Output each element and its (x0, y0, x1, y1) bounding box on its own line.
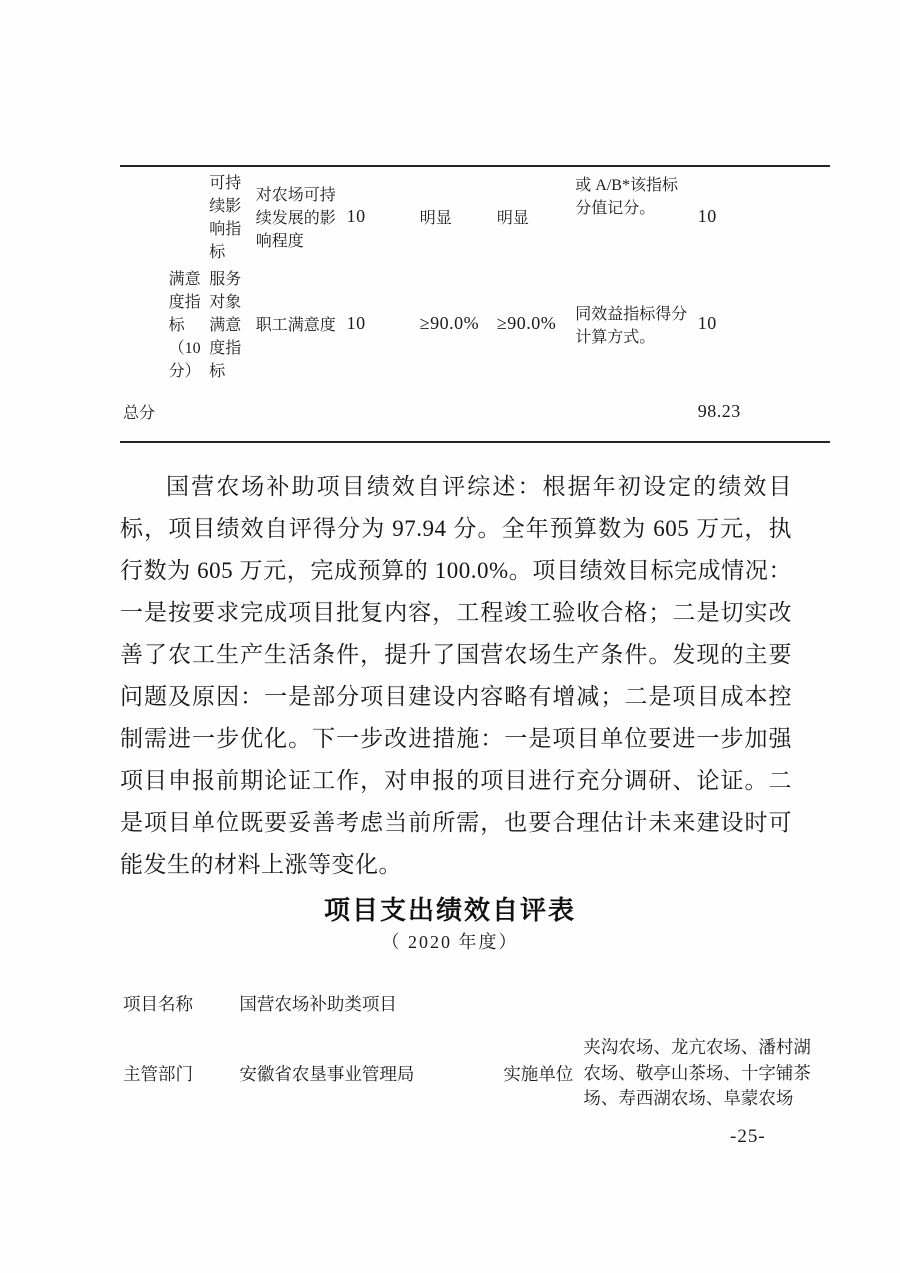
indicator-name-text: 对农场可持续发展的影响程度 (255, 186, 336, 250)
satisfaction-weight-cell (346, 265, 417, 382)
actual-text: 明显 (496, 209, 529, 227)
satisfaction-score-cell (697, 265, 754, 382)
table-row (122, 980, 828, 1026)
satisfaction-group-cell (208, 265, 252, 382)
satisfaction-target-cell (419, 265, 494, 382)
sustain-actual-cell (496, 169, 567, 263)
dept-label-text: 主管部门 (123, 1064, 193, 1084)
project-name-label-text: 项目名称 (123, 993, 193, 1014)
method-text: 或 A/B*该指标分值记分。 (575, 177, 678, 217)
weight-text: 10 (346, 313, 366, 333)
left-blank-cell (122, 169, 166, 382)
score-text: 10 (697, 205, 717, 226)
indicator-name-text: 职工满意度 (255, 317, 336, 334)
score-table-grid (120, 165, 830, 443)
satisfaction-outer-group-cell (168, 265, 207, 382)
impl-value-text: 夹沟农场、龙亢农场、潘村湖农场、敬亭山茶场、十字铺茶场、寿西湖农场、阜蒙农场 (583, 1037, 811, 1109)
satisfaction-note-cell (756, 265, 828, 382)
target-text: ≥90.0% (419, 313, 480, 333)
project-name-value-cell (238, 980, 828, 1026)
total-score-cell (697, 384, 754, 439)
sustain-score-cell (697, 169, 754, 263)
project-self-evaluation-table (120, 978, 830, 1121)
form-subtitle-year: （ 2020 年度） (381, 932, 519, 952)
total-note-cell (756, 384, 828, 439)
satisfaction-actual-cell (496, 265, 567, 382)
self-evaluation-summary-paragraph: 国营农场补助项目绩效自评综述：根据年初设定的绩效目标，项目绩效自评得分为 97.94 分。全年预算数为 605 万元，执行数为 605 万元，完成预算的 100.0%。项目绩效目标完成情况：一是按要求完成项目批复内容，工程竣工验收合格；二是切实改善了农工生产生活条件，提升了国营农场生产条件。发现的主要问题及原因：一是部分项目建设内容略有增减；二是项目成本控制需进一步优化。下一步改进措施：一是项目单位要进一步加强项目申报前期论证工作，对申报的项目进行充分调研、论证。二是项目单位既要妥善考虑当前所需，也要合理估计未来建设时可能发生的材料上涨等变化。 (120, 474, 792, 877)
method-text: 同效益指标得分计算方式。 (575, 305, 688, 346)
impl-label-cell (502, 1028, 575, 1119)
project-name-label-cell (122, 980, 236, 1026)
sustain-target-cell (419, 169, 494, 263)
sustain-note-cell (756, 169, 828, 263)
satisfaction-method-cell (569, 265, 694, 382)
sustain-weight-cell (346, 169, 417, 263)
target-text: 明显 (419, 209, 452, 227)
dept-value-cell (238, 1028, 500, 1119)
project-name-value-text: 国营农场补助类项目 (239, 993, 397, 1014)
form-title: 项目支出绩效自评表 (323, 895, 576, 925)
impl-value-cell (577, 1028, 828, 1119)
impl-label-text: 实施单位 (503, 1064, 574, 1084)
actual-text: ≥90.0% (496, 313, 557, 333)
total-label-cell (122, 384, 695, 439)
performance-score-table (120, 165, 830, 443)
total-score-text: 98.23 (697, 401, 741, 421)
dept-value-text: 安徽省农垦事业管理局 (239, 1064, 415, 1084)
sustain-method-cell (569, 169, 694, 263)
total-label-text: 总分 (123, 405, 156, 422)
table-row-total (122, 384, 828, 439)
dept-label-cell (122, 1028, 236, 1119)
sustain-name-cell (255, 169, 344, 263)
satisfaction-name-cell (255, 265, 344, 382)
table-row (122, 265, 828, 382)
indicator-group-text: 可持续影响指标 (209, 175, 242, 261)
outer-group-text: 满意度指标（10分） (168, 271, 201, 380)
group-blank-cell (168, 169, 207, 263)
indicator-group-text: 服务对象满意度指标 (209, 271, 242, 380)
table-row (122, 169, 828, 263)
page-number: -25- (730, 1126, 766, 1147)
weight-text: 10 (346, 205, 366, 226)
table-row (122, 1028, 828, 1119)
eval-table-grid (120, 978, 830, 1121)
sustain-group-cell (208, 169, 252, 263)
score-text: 10 (697, 313, 717, 333)
